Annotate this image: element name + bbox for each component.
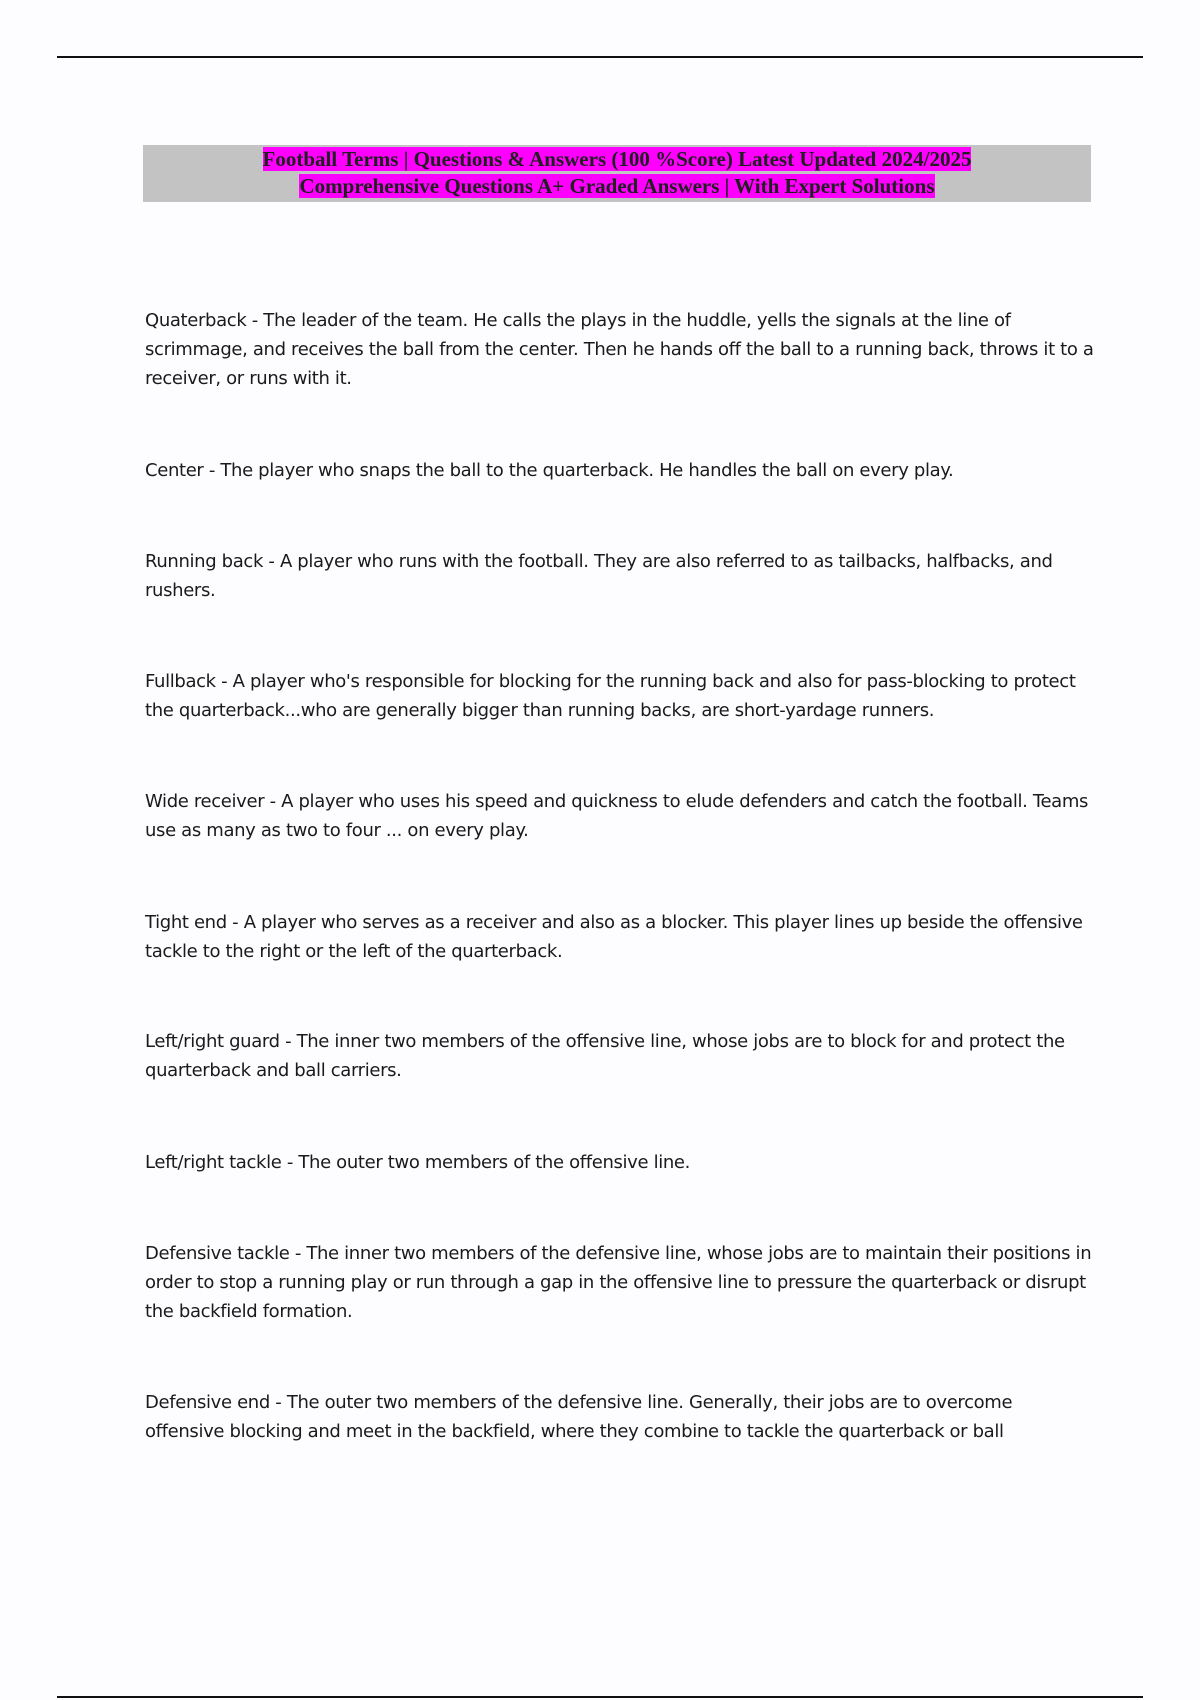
term-entry-quarterback: Quaterback - The leader of the team. He calls the plays in the huddle, yells the signals at the line of scrimmage, and receives the ball from the center. Then he hands off the ball to a running back, throws it to a receiver, or runs with it. <box>145 310 1094 389</box>
title-line-2: Comprehensive Questions A+ Graded Answers | With Expert Solutions <box>299 174 935 198</box>
title-line-1: Football Terms | Questions & Answers (100 %Score) Latest Updated 2024/2025 <box>262 147 972 171</box>
term-entry-tight-end: Tight end - A player who serves as a receiver and also as a blocker. This player lines up beside the offensive tackle to the right or the left of the quarterback. <box>145 912 1083 962</box>
header-rule <box>57 56 1143 58</box>
term-entry-guard: Left/right guard - The inner two members of the offensive line, whose jobs are to block for and protect the quarterback and ball carriers. <box>145 1031 1065 1081</box>
footer-rule <box>57 1696 1143 1698</box>
term-entry-running-back: Running back - A player who runs with the football. They are also referred to as tailbacks, halfbacks, and rushers. <box>145 551 1053 601</box>
term-entry-defensive-tackle: Defensive tackle - The inner two members of the defensive line, whose jobs are to maintain their positions in order to stop a running play or run through a gap in the offensive line to pressure the quarterback or disrupt the backfield formation. <box>145 1243 1092 1322</box>
term-entry-tackle: Left/right tackle - The outer two members of the offensive line. <box>145 1152 691 1173</box>
document-title <box>143 145 1091 202</box>
term-entry-center: Center - The player who snaps the ball to the quarterback. He handles the ball on every play. <box>145 460 954 481</box>
term-entry-wide-receiver: Wide receiver - A player who uses his speed and quickness to elude defenders and catch the football. Teams use as many as two to four ... on every play. <box>145 791 1089 841</box>
term-entry-defensive-end: Defensive end - The outer two members of the defensive line. Generally, their jobs are to overcome offensive blocking and meet in the backfield, where they combine to tackle the quarterback or ball <box>145 1392 1013 1442</box>
term-entry-fullback: Fullback - A player who's responsible for blocking for the running back and also for pass-blocking to protect the quarterback...who are generally bigger than running backs, are short-yardage runners. <box>145 671 1076 721</box>
